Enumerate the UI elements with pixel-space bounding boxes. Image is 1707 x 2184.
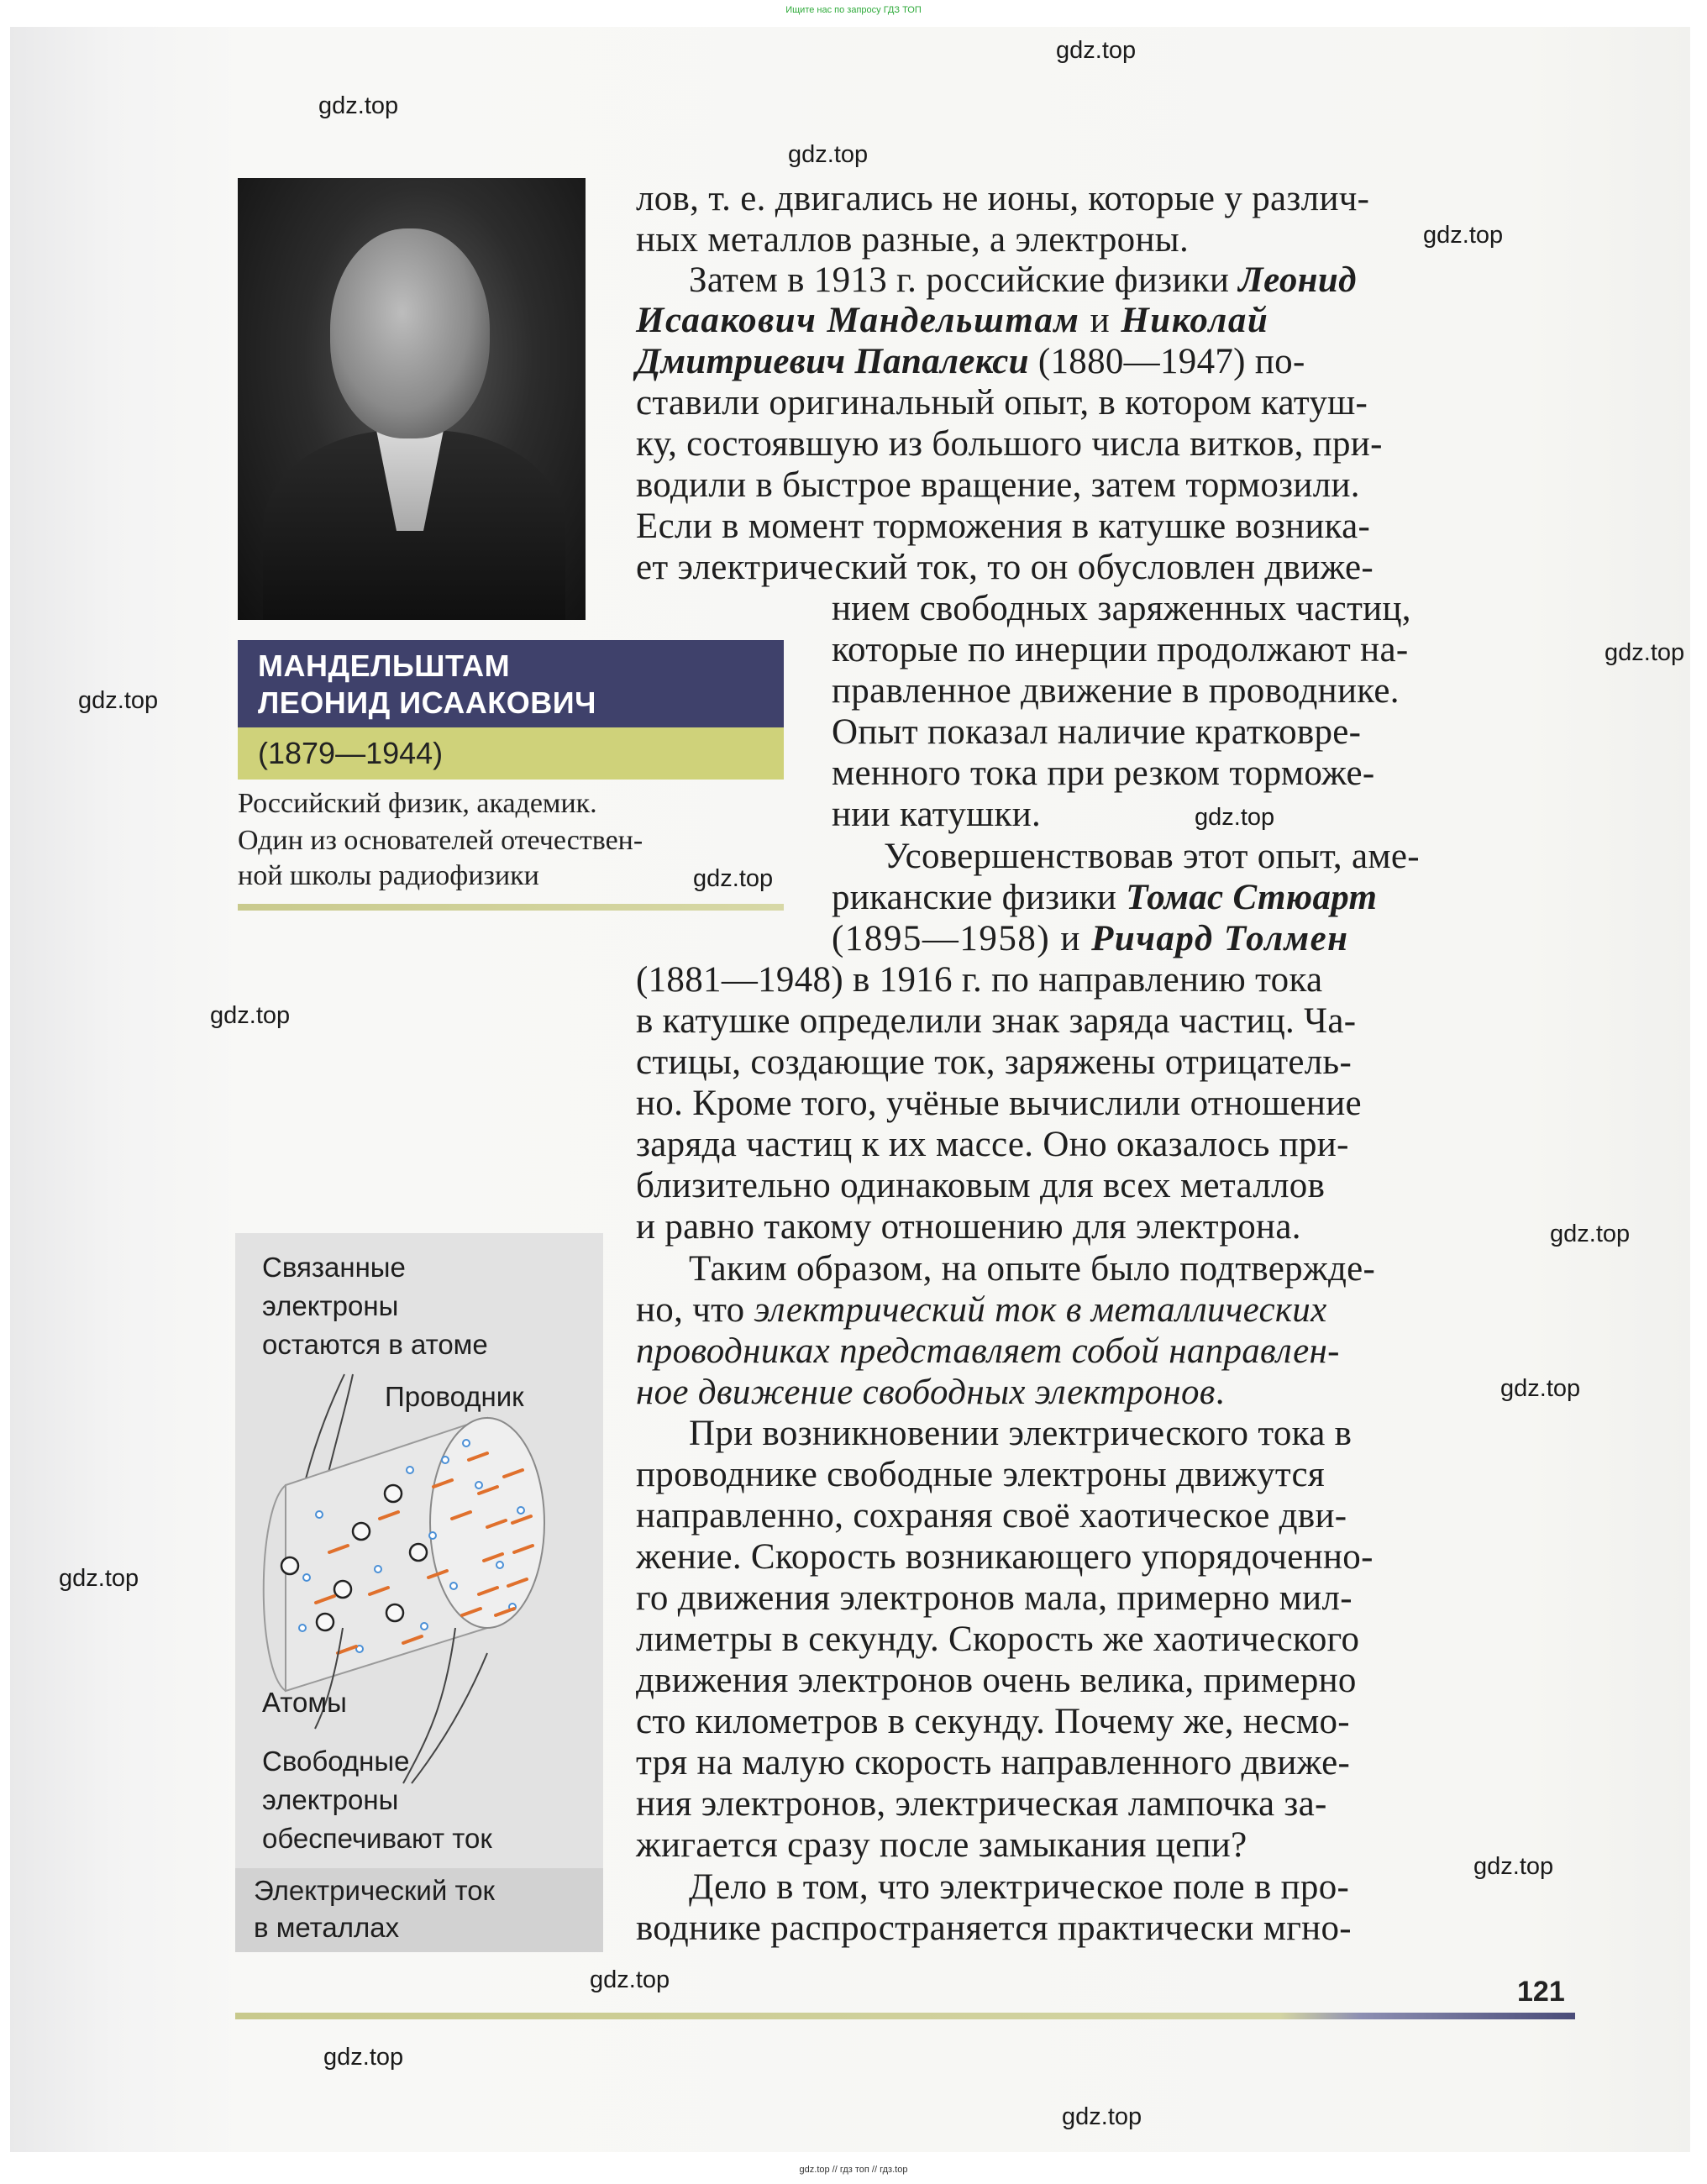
text-line: нием свободных заряженных частиц, — [832, 589, 1411, 628]
text-line: лиметры в секунду. Скорость же хаотического — [636, 1620, 1360, 1659]
watermark: gdz.top — [1500, 1375, 1581, 1402]
figure-label: электроны — [262, 1290, 399, 1321]
text-line: проводнике свободные электроны движутся — [636, 1455, 1325, 1494]
text-line: Усовершенствовав этот опыт, аме- — [884, 837, 1420, 876]
figure-caption: в металлах — [254, 1912, 400, 1943]
figure-label: электроны — [262, 1784, 399, 1815]
life-years: (1879—1944) — [258, 736, 444, 770]
watermark: gdz.top — [693, 865, 774, 892]
text-line: стицы, создающие ток, заряжены отрицатель- — [636, 1042, 1352, 1082]
text-line: жение. Скорость возникающего упорядоченно- — [636, 1537, 1373, 1577]
text-line: близительно одинаковым для всех металлов — [636, 1166, 1326, 1205]
text-line: Исаакович Мандельштам и Николай — [636, 301, 1269, 340]
text-line: правленное движение в проводнике. — [832, 671, 1400, 711]
figure-label: обеспечивают ток — [262, 1823, 492, 1854]
name-line-2: ЛЕОНИД ИСААКОВИЧ — [258, 685, 596, 720]
name-line-1: МАНДЕЛЬШТАМ — [258, 648, 511, 683]
text-line: которые по инерции продолжают на- — [832, 630, 1409, 669]
watermark: gdz.top — [788, 141, 869, 168]
text-line: нии катушки. — [832, 795, 1042, 834]
text-line: ных металлов разные, а электроны. — [636, 220, 1190, 260]
watermark: gdz.top — [1062, 2103, 1142, 2130]
bio-line: Российский физик, академик. — [238, 788, 597, 819]
watermark: gdz.top — [1056, 37, 1137, 64]
bio-line: Один из основателей отечествен- — [238, 825, 643, 856]
watermark: gdz.top — [59, 1565, 139, 1592]
text-line: жигается сразу после замыкания цепи? — [636, 1825, 1247, 1865]
sidebar-divider — [238, 904, 784, 911]
years-box — [238, 727, 784, 780]
top-banner[interactable]: Ищите нас по запросу ГДЗ ТОП — [785, 5, 922, 15]
text-line: Если в момент торможения в катушке возника- — [636, 507, 1371, 546]
text-line: Дмитриевич Папалекси (1880—1947) по- — [636, 342, 1305, 381]
portrait-head — [330, 228, 490, 438]
text-line: но. Кроме того, учёные вычислили отношение — [636, 1084, 1362, 1123]
text-line: ет электрический ток, то он обусловлен движе- — [636, 548, 1373, 587]
text-line: Затем в 1913 г. российские физики Леонид — [689, 260, 1357, 300]
text-line: движения электронов очень велика, примерно — [636, 1661, 1357, 1700]
text-line: направленно, сохраняя своё хаотическое дви- — [636, 1496, 1347, 1536]
text-line: ное движение свободных электронов. — [636, 1373, 1225, 1412]
text-line: заряда частиц к их массе. Оно оказалось при- — [636, 1125, 1349, 1164]
mandelstam-portrait — [238, 178, 586, 620]
watermark: gdz.top — [318, 92, 399, 119]
text-line: ку, состоявшую из большого числа витков, при- — [636, 424, 1383, 464]
text-line: (1881—1948) в 1916 г. по направлению тока — [636, 960, 1323, 1000]
watermark: gdz.top — [78, 687, 159, 714]
text-line: При возникновении электрического тока в — [689, 1414, 1352, 1453]
figure-label: Связанные — [262, 1252, 406, 1283]
watermark: gdz.top — [1423, 222, 1504, 249]
figure-label: Проводник — [385, 1381, 524, 1412]
text-line: сто километров в секунду. Почему же, несмо- — [636, 1702, 1350, 1741]
watermark: gdz.top — [1550, 1221, 1631, 1247]
watermark: gdz.top — [590, 1966, 670, 1993]
text-line: но, что электрический ток в металлических — [636, 1290, 1327, 1330]
text-line: тря на малую скорость направленного движе- — [636, 1743, 1351, 1782]
watermark: gdz.top — [1473, 1853, 1554, 1880]
watermark: gdz.top — [210, 1002, 291, 1029]
text-line: (1895—1958) и Ричард Толмен — [832, 919, 1349, 958]
page-number: 121 — [1517, 1976, 1565, 2008]
text-line: лов, т. е. двигались не ионы, которые у различ- — [636, 179, 1370, 218]
text-line: воднике распространяется практически мгно- — [636, 1908, 1352, 1948]
text-line: Таким образом, на опыте было подтвержде- — [689, 1249, 1376, 1289]
figure-caption: Электрический ток — [254, 1875, 495, 1906]
figure-label: Атомы — [262, 1687, 347, 1718]
watermark: gdz.top — [1195, 804, 1275, 831]
figure-caption-box — [235, 1868, 603, 1952]
figure-label: Свободные — [262, 1746, 410, 1777]
text-line: менного тока при резком торможе- — [832, 753, 1375, 793]
bottom-divider — [235, 2013, 1575, 2019]
bio-line: ной школы радиофизики — [238, 860, 539, 891]
text-line: Дело в том, что электрическое поле в про- — [689, 1867, 1350, 1907]
text-line: и равно такому отношению для электрона. — [636, 1207, 1301, 1247]
text-line: проводниках представляет собой направлен- — [636, 1331, 1340, 1371]
text-line: ставили оригинальный опыт, в котором катуш- — [636, 383, 1368, 423]
watermark: gdz.top — [323, 2044, 404, 2071]
text-line: в катушке определили знак заряда частиц. Ча- — [636, 1001, 1357, 1041]
bottom-banner[interactable]: gdz.top // гдз топ // гдз.top — [799, 2165, 908, 2175]
text-line: риканские физики Томас Стюарт — [832, 878, 1378, 917]
text-line: Опыт показал наличие кратковре- — [832, 712, 1362, 752]
watermark: gdz.top — [1605, 639, 1685, 666]
text-line: го движения электронов мала, примерно мил- — [636, 1578, 1352, 1618]
name-box — [238, 640, 784, 727]
text-line: водили в быстрое вращение, затем тормозили. — [636, 465, 1360, 505]
current-in-metals-figure — [235, 1233, 603, 1952]
figure-label: остаются в атоме — [262, 1329, 488, 1360]
text-line: ния электронов, электрическая лампочка за- — [636, 1784, 1327, 1824]
